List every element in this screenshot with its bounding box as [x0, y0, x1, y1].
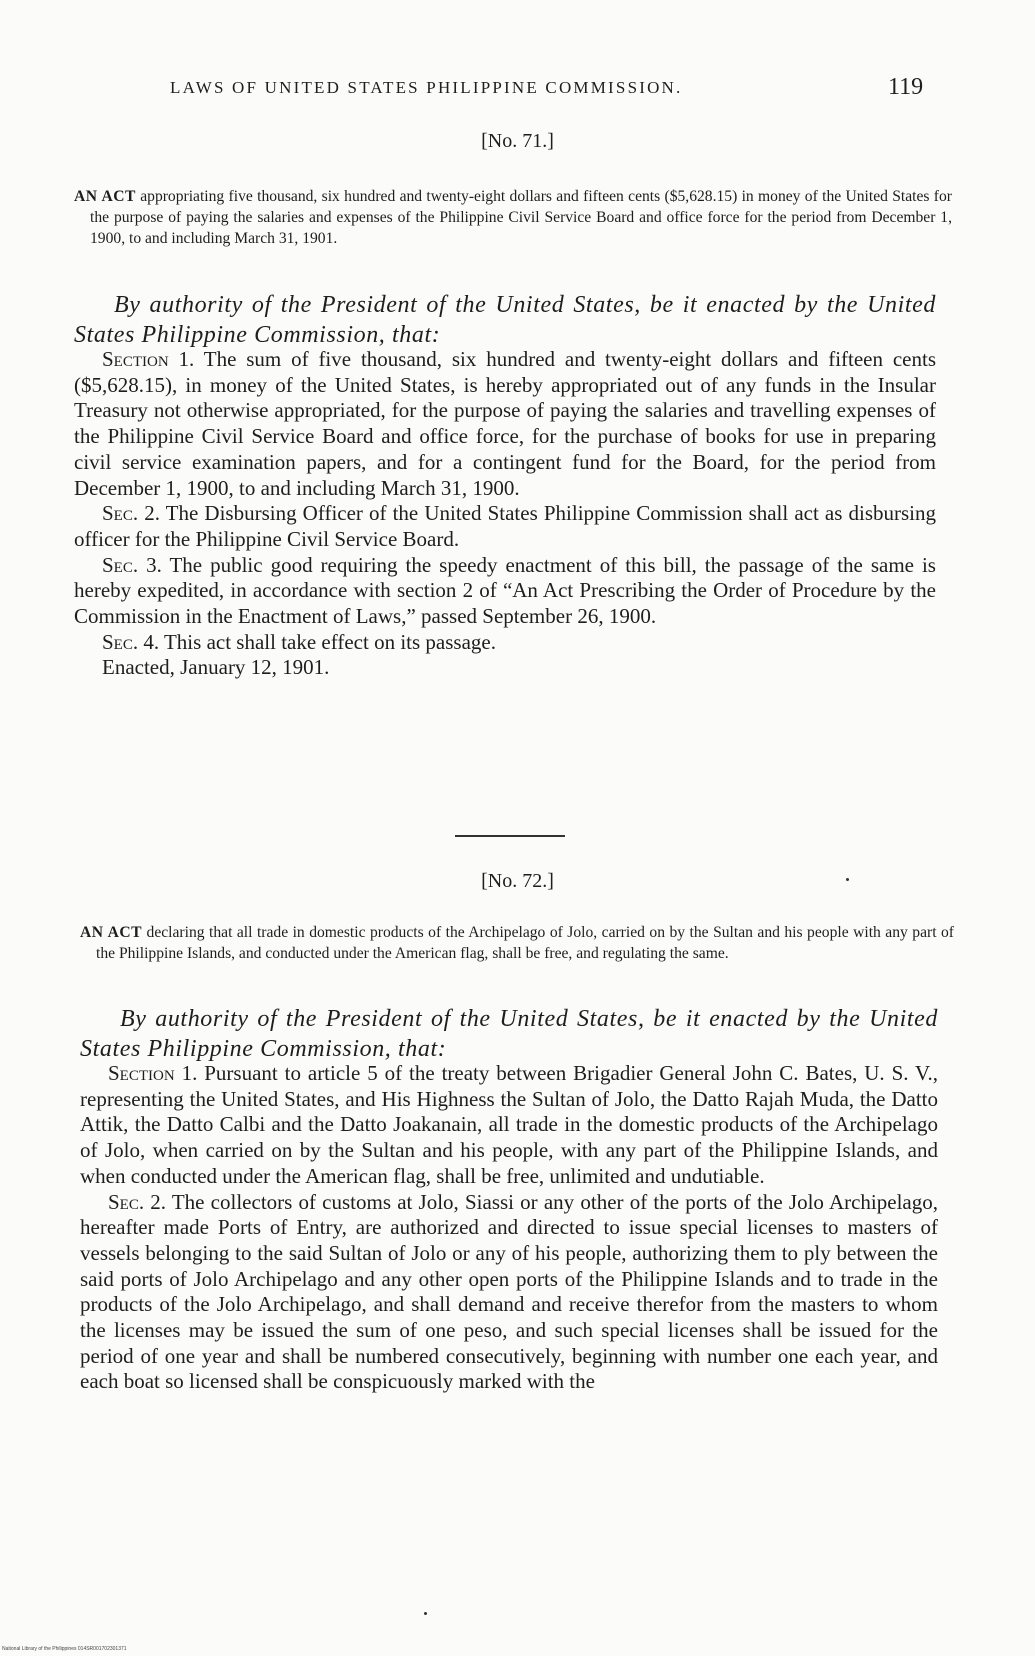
act-71-section-4: [74, 630, 936, 656]
act-71-enacting-clause: By authority of the President of the United States, be it enacted by the United States Philippine Commission, that:: [74, 292, 936, 348]
act-71-sections: [74, 347, 936, 681]
section-label: Sec. 2.: [108, 1189, 167, 1214]
act-71-summary-lead: AN ACT: [74, 188, 136, 205]
act-72-section-1: [80, 1061, 938, 1190]
act-72-enacting-clause: By authority of the President of the United States, be it enacted by the United States Philippine Commission, that:: [80, 1006, 938, 1062]
act-71-summary: [74, 186, 952, 249]
act-72-number: [No. 72.]: [481, 870, 554, 892]
act-72-summary-lead: AN ACT: [80, 924, 143, 941]
act-71-section-2: [74, 501, 936, 552]
section-divider: [455, 835, 565, 837]
act-71-number: [No. 71.]: [481, 130, 554, 152]
act-71-section-3: [74, 553, 936, 630]
act-72-summary: [80, 922, 954, 964]
section-label: Sec. 2.: [102, 501, 160, 526]
act-72-sections: [80, 1061, 938, 1395]
section-text: This act shall take effect on its passage.: [159, 629, 496, 654]
section-label: Section 1.: [108, 1061, 198, 1085]
act-71-enacted: Enacted, January 12, 1901.: [102, 655, 330, 680]
section-text: The public good requiring the speedy enactment of this bill, the passage of the same is hereby expedited, in accordance with section 2 of “An Act Prescribing the Order of Procedure by the Commission in the Enactment of Laws,” passed September 26, 1900.: [74, 552, 936, 629]
section-label: Sec. 4.: [102, 629, 160, 654]
section-label: Sec. 3.: [102, 552, 162, 577]
scan-source-line: National Library of the Philippines 014SR001702301371: [2, 1646, 127, 1652]
running-title: LAWS OF UNITED STATES PHILIPPINE COMMISSION.: [170, 78, 683, 97]
act-71-summary-text: appropriating five thousand, six hundred and twenty-eight dollars and fifteen cents ($5,628.15) in money of the United States for the purpose of paying the salaries and expenses of the Philippine Civil Service Board and office force for the period from December 1, 1900, to and including March 31, 1901.: [90, 188, 952, 247]
section-text: The collectors of customs at Jolo, Siassi or any other of the ports of the Jolo Archipelago, hereafter made Ports of Entry, are authorized and directed to issue special licenses to masters of vessels belonging to the said Sultan of Jolo or any of his people, authorizing them to ply between the said ports of Jolo Archipelago and any other open ports of the Philippine Islands and to trade in the products of the Jolo Archipelago, and shall demand and receive therefor from the masters to whom the licenses may be issued the sum of one peso, and such special licenses shall be issued for the period of one year and shall be numbered consecutively, beginning with number one each year, and each boat so licensed shall be conspicuously marked with the: [80, 1189, 938, 1394]
ink-speck: [424, 1612, 427, 1615]
section-text: The Disbursing Officer of the United States Philippine Commission shall act as disbursing officer for the Philippine Civil Service Board.: [74, 501, 936, 551]
section-text: The sum of five thousand, six hundred and twenty-eight dollars and fifteen cents ($5,628.15), in money of the United States, is hereby appropriated out of any funds in the Insular Treasury not otherwise appropriated, for the purpose of paying the salaries and travelling expenses of the Philippine Civil Service Board and office force, for the purchase of books for use in preparing civil service examination papers, and for a contingent fund for the Board, for the period from December 1, 1900, to and including March 31, 1900.: [74, 347, 937, 500]
act-71-section-1: [74, 347, 936, 501]
ink-speck: [846, 878, 849, 881]
act-72-section-2: [80, 1190, 938, 1396]
section-text: Pursuant to article 5 of the treaty between Brigadier General John C. Bates, U. S. V., representing the United States, and His Highness the Sultan of Jolo, the Datto Rajah Muda, the Datto Attik, the Datto Calbi and the Datto Joakanain, all trade in the domestic products of the Archipelago of Jolo, when carried on by the Sultan and his people, with any part of the Philippine Islands, and when conducted under the American flag, shall be free, unlimited and undutiable.: [80, 1061, 938, 1188]
section-label: Section 1.: [102, 347, 195, 371]
act-72-summary-text: declaring that all trade in domestic products of the Archipelago of Jolo, carried on by the Sultan and his people with any part of the Philippine Islands, and conducted under the American flag, shall be free, and regulating the same.: [96, 924, 954, 962]
page-number: 119: [888, 74, 924, 100]
